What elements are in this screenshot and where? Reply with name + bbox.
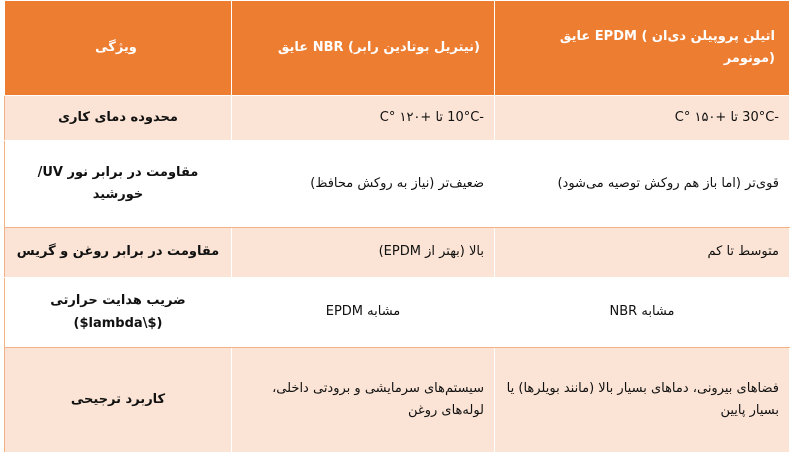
cell-nbr: بالا (بهتر از EPDM)	[232, 228, 495, 278]
header-epdm: اتیلن پروپیلن دی‌ان ) EPDM عایق (مونومر	[495, 1, 790, 96]
cell-epdm: -30°C تا +۱۵۰ °C	[495, 96, 790, 141]
table-row	[5, 348, 790, 453]
cell-epdm: فضاهای بیرونی، دماهای بسیار بالا (مانند بویلرها) یا بسیار پایین	[495, 348, 790, 453]
table-row	[5, 141, 790, 228]
cell-nbr: -10°C تا +۱۲۰ °C	[232, 96, 495, 141]
cell-feature: محدوده دمای کاری	[5, 96, 232, 141]
cell-nbr: مشابه EPDM	[232, 278, 495, 348]
table-row	[5, 96, 790, 141]
table-row	[5, 228, 790, 278]
table-header-row	[5, 1, 790, 96]
table-row	[5, 278, 790, 348]
header-nbr: (نیتریل بوتادین رابر) NBR عایق	[232, 1, 495, 96]
header-feature: ویژگی	[5, 1, 232, 96]
cell-nbr: سیستم‌های سرمایشی و برودتی داخلی، لوله‌های روغن	[232, 348, 495, 453]
cell-feature: ضریب هدایت حرارتی ($\lambda$)	[5, 278, 232, 348]
comparison-table	[4, 0, 790, 453]
cell-feature: مقاومت در برابر روغن و گریس	[5, 228, 232, 278]
cell-feature: کاربرد ترجیحی	[5, 348, 232, 453]
cell-epdm: مشابه NBR	[495, 278, 790, 348]
cell-epdm: قوی‌تر (اما باز هم روکش توصیه می‌شود)	[495, 141, 790, 228]
cell-nbr: ضعیف‌تر (نیاز به روکش محافظ)	[232, 141, 495, 228]
cell-feature: مقاومت در برابر نور UV/خورشید	[5, 141, 232, 228]
comparison-table-wrapper	[5, 0, 790, 452]
cell-epdm: متوسط تا کم	[495, 228, 790, 278]
